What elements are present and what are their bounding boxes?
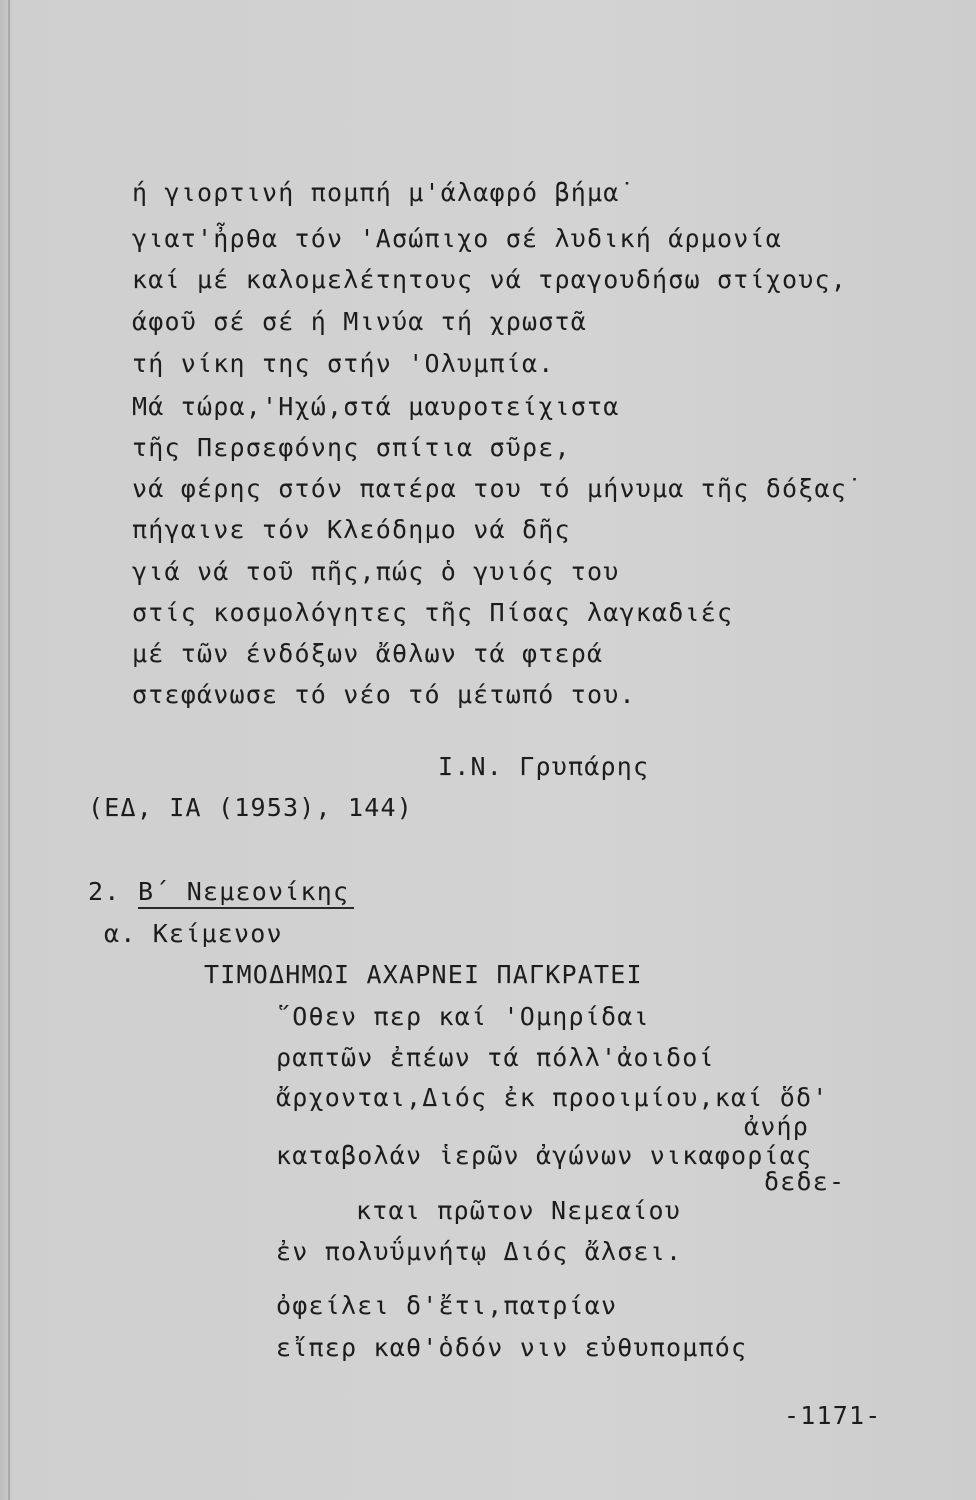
poem-line: γιά νά τοῦ πῆς,πώς ὁ γυιός του — [132, 557, 620, 586]
poem-line: άφοῦ σέ σέ ή Μινύα τή χρωστᾶ — [132, 307, 588, 336]
poem-line: Μά τώρα,'Ηχώ,στά μαυροτείχιστα — [132, 392, 620, 421]
poem-line: ή γιορτινή πομπή μ'άλαφρό βήμα˙ — [132, 178, 636, 207]
section-number: 2. — [88, 877, 121, 906]
poem-line: τῆς Περσεφόνης σπίτια σῦρε, — [132, 433, 571, 462]
greek-line: ἄρχονται,Διός ἐκ προοιμίου,καί ὅδ' — [276, 1083, 829, 1112]
greek-line: εἴπερ καθ'ὁδόν νιν εὐθυπομπός — [276, 1333, 748, 1362]
section-title-underline — [138, 907, 354, 909]
poem-line: τή νίκη της στήν 'Ολυμπία. — [132, 349, 555, 378]
greek-line: κται πρῶτον Νεμεαίου — [356, 1196, 682, 1225]
page-edge — [8, 0, 10, 1500]
greek-line-continuation: ἀνήρ — [744, 1112, 810, 1141]
poem-author: Ι.Ν. Γρυπάρης — [438, 752, 650, 781]
source-citation: (ΕΔ, ΙΑ (1953), 144) — [88, 793, 414, 822]
greek-line: ραπτῶν ἐπέων τά πόλλ'ἀοιδοί — [276, 1043, 715, 1072]
greek-line: ὀφείλει δ'ἔτι,πατρίαν — [276, 1291, 618, 1320]
poem-line: γιατ'ἦρθα τόν 'Ασώπιχο σέ λυδική άρμονία — [132, 224, 783, 253]
page-number: -1171- — [784, 1401, 882, 1430]
poem-line: πήγαινε τόν Κλεόδημο νά δῆς — [132, 515, 571, 544]
greek-line: καταβολάν ἱερῶν ἀγώνων νικαφορίας — [276, 1141, 813, 1170]
text-heading: ΤΙΜΟΔΗΜΩΙ ΑΧΑΡΝΕΙ ΠΑΓΚΡΑΤΕΙ — [204, 960, 643, 989]
poem-line: στεφάνωσε τό νέο τό μέτωπό του. — [132, 680, 636, 709]
greek-line: ῞Οθεν περ καί 'Ομηρίδαι — [276, 1002, 650, 1031]
poem-line: νά φέρης στόν πατέρα του τό μήνυμα τῆς δόξας˙ — [132, 474, 864, 503]
poem-line: μέ τῶν ένδόξων ἄθλων τά φτερά — [132, 639, 604, 668]
poem-line: καί μέ καλομελέτητους νά τραγουδήσω στίχους, — [132, 265, 848, 294]
section-title: Β΄ Νεμεονίκης — [138, 877, 350, 906]
subsection-title: α. Κείμενον — [104, 919, 283, 948]
greek-line-continuation: δεδε- — [764, 1167, 846, 1196]
greek-line: ἐν πολυΰμνήτῳ Διός ἄλσει. — [276, 1237, 683, 1266]
poem-line: στίς κοσμολόγητες τῆς Πίσας λαγκαδιές — [132, 598, 734, 627]
